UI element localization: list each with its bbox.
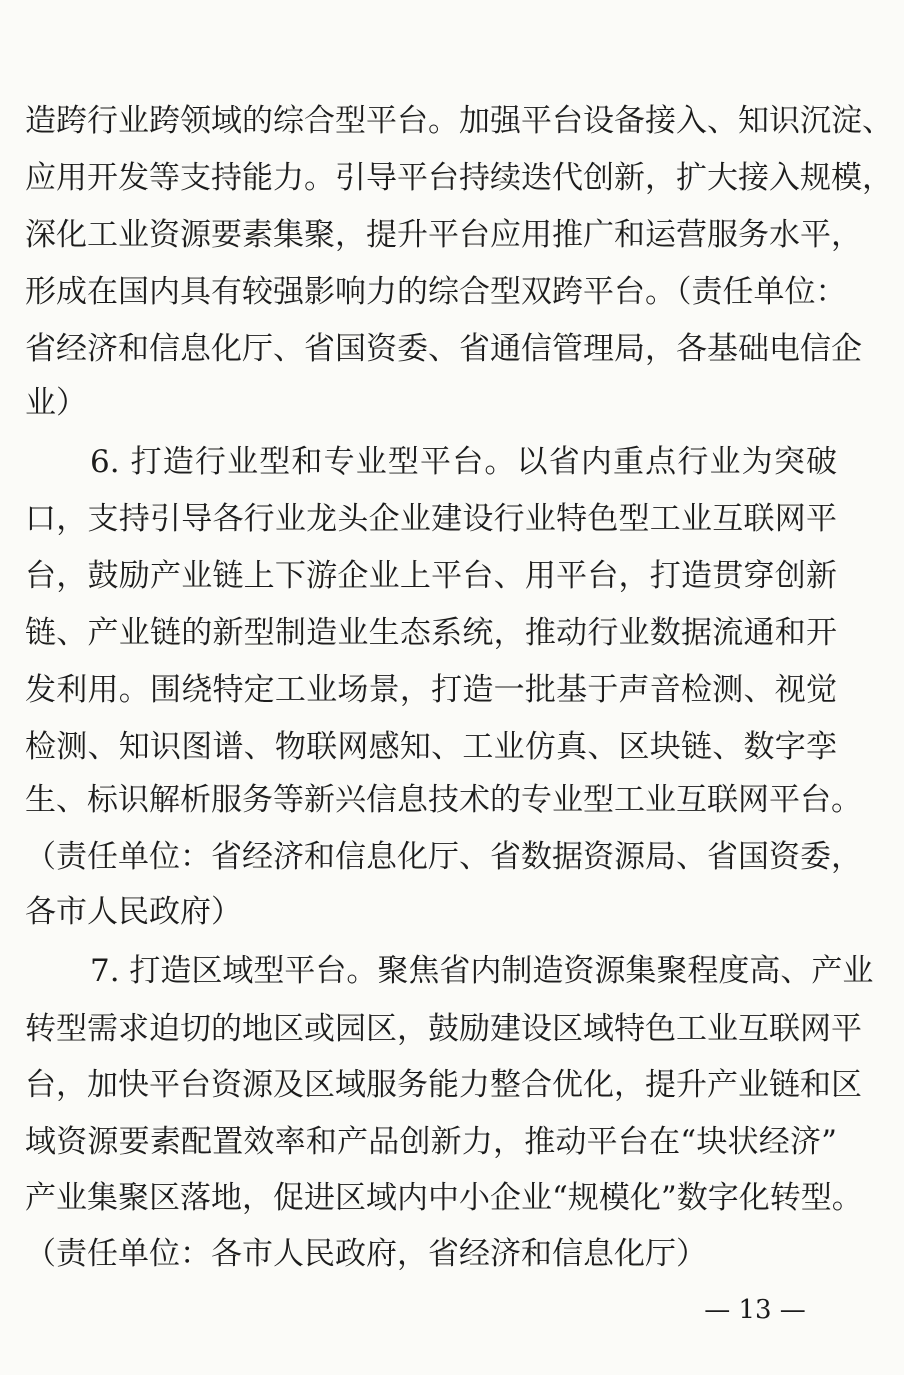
paragraph-line: 各市人民政府） [25,894,242,930]
paragraph-line: （责任单位：省经济和信息化厅、省数据资源局、省国资委， [25,839,862,875]
paragraph-line: 口，支持引导各行业龙头企业建设行业特色型工业互联网平 [25,501,837,537]
paragraph-line: 应用开发等支持能力。引导平台持续迭代创新，扩大接入规模， [25,160,893,196]
paragraph-line: 业） [25,385,87,421]
paragraph-line: 深化工业资源要素集聚，提升平台应用推广和运营服务水平， [25,217,862,253]
paragraph-line: 产业集聚区落地，促进区域内中小企业“规模化”数字化转型。 [25,1180,863,1216]
paragraph-line: 台，鼓励产业链上下游企业上平台、用平台，打造贯穿创新 [25,558,837,594]
paragraph-line: 造跨行业跨领域的综合型平台。加强平台设备接入、知识沉淀、 [25,103,893,139]
paragraph-line: 生、标识解析服务等新兴信息技术的专业型工业互联网平台。 [25,782,862,818]
paragraph-line: 转型需求迫切的地区或园区，鼓励建设区域特色工业互联网平 [25,1011,862,1047]
paragraph-line: 省经济和信息化厅、省国资委、省通信管理局，各基础电信企 [25,331,862,367]
paragraph-line: 链、产业链的新型制造业生态系统，推动行业数据流通和开 [25,615,837,651]
paragraph-line-indented: 6. 打造行业型和专业型平台。以省内重点行业为突破 [90,444,837,480]
paragraph-line: 检测、知识图谱、物联网感知、工业仿真、区块链、数字孪 [25,729,837,765]
paragraph-line: 台，加快平台资源及区域服务能力整合优化，提升产业链和区 [25,1067,862,1103]
paragraph-line: 域资源要素配置效率和产品创新力，推动平台在“块状经济” [25,1124,837,1160]
paragraph-line: 发利用。围绕特定工业场景，打造一批基于声音检测、视觉 [25,672,837,708]
paragraph-line: （责任单位：各市人民政府，省经济和信息化厅） [25,1236,707,1272]
paragraph-line: 形成在国内具有较强影响力的综合型双跨平台。（责任单位： [25,274,847,310]
paragraph-line-indented: 7. 打造区域型平台。聚焦省内制造资源集聚程度高、产业 [90,953,874,989]
page-number: — 13 — [704,1295,806,1325]
